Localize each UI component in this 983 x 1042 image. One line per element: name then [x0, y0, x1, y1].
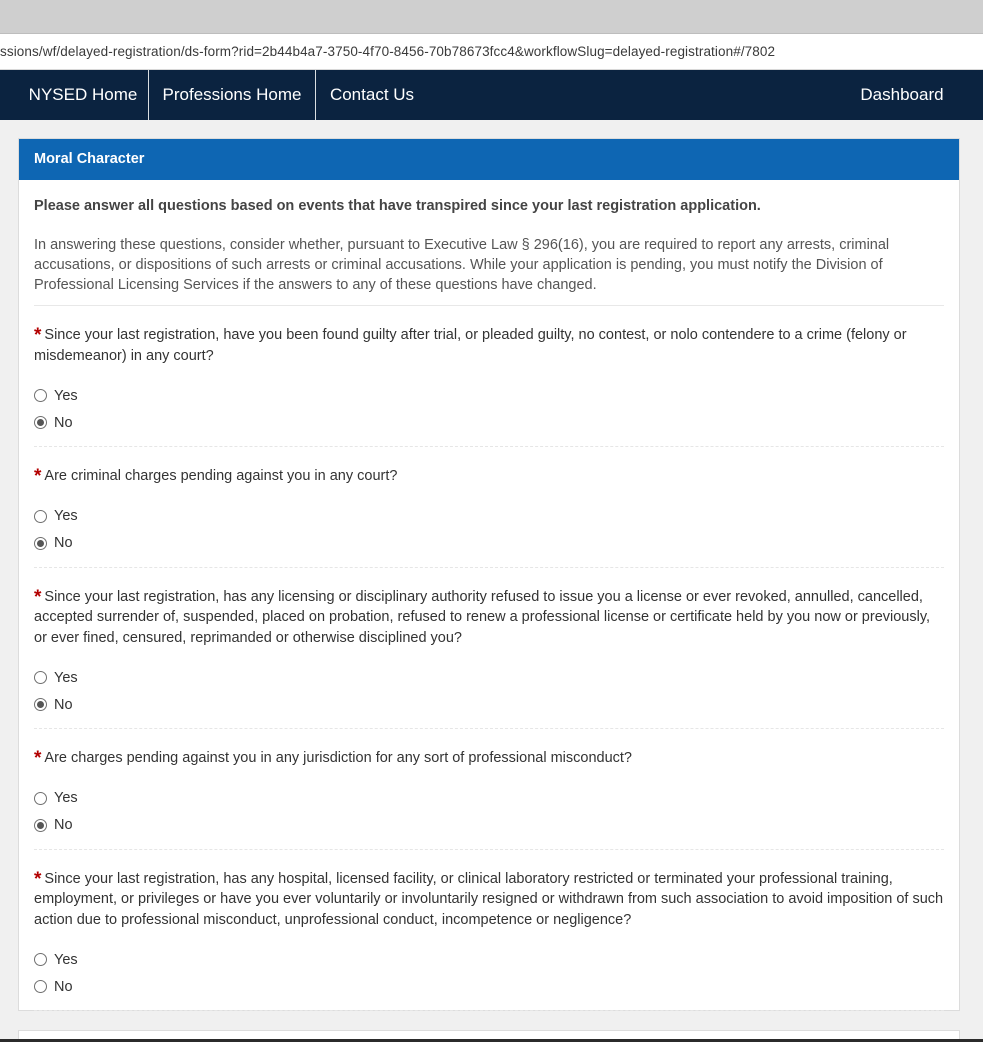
- question-text: [34, 869, 944, 931]
- radio-label-no[interactable]: No: [54, 535, 73, 551]
- answer-options: [34, 503, 944, 557]
- question-item: [34, 729, 944, 850]
- intro-instruction: Please answer all questions based on events that have transpired since your last registration application.: [34, 198, 761, 214]
- required-asterisk: *: [34, 325, 42, 346]
- answer-options: [34, 664, 944, 718]
- nav-dashboard-link[interactable]: Dashboard: [860, 85, 944, 104]
- answer-option-yes[interactable]: [34, 785, 944, 812]
- intro-description: In answering these questions, consider whether, pursuant to Executive Law § 296(16), you are required to report any arrests, criminal accusations, or dispositions of such arrests or criminal accusations. While your application is pending, you must notify the Division of Professional Licensing Services if the answers to any of these questions have changed.: [34, 235, 944, 306]
- answer-option-yes[interactable]: [34, 503, 944, 530]
- radio-no[interactable]: [34, 698, 47, 711]
- required-asterisk: *: [34, 748, 42, 769]
- radio-yes[interactable]: [34, 389, 47, 402]
- answer-options: [34, 785, 944, 839]
- radio-label-no[interactable]: No: [54, 414, 73, 431]
- radio-no[interactable]: [34, 416, 47, 429]
- top-navigation: [0, 70, 983, 120]
- radio-no[interactable]: [34, 980, 47, 993]
- question-label: Since your last registration, has any licensing or disciplinary authority refused to issue you a license or ever revoked, annulled, cancelled, accepted surrender of, suspended, placed on probation, refused to renew a professional license or certificate held by you now or previously, or ever fined, censured, reprimanded or otherwise disciplined you?: [34, 588, 931, 646]
- radio-yes[interactable]: [34, 671, 47, 684]
- answer-option-no[interactable]: [34, 973, 944, 1000]
- question-label: Are charges pending against you in any jurisdiction for any sort of professional misconduct?: [44, 750, 632, 766]
- radio-label-yes[interactable]: Yes: [54, 951, 78, 968]
- panel-title: Moral Character: [19, 139, 959, 180]
- radio-label-no[interactable]: No: [54, 817, 73, 833]
- question-text: [34, 587, 944, 649]
- question-label: Are criminal charges pending against you in any court?: [44, 468, 398, 484]
- radio-label-no[interactable]: No: [54, 978, 73, 995]
- answer-options: [34, 382, 944, 436]
- question-label: Since your last registration, has any hospital, licensed facility, or clinical laboratory restricted or terminated your professional training, employment, or privileges or have you ever voluntarily or involuntarily resigned or withdrawn from such association to avoid imposition of such action due to professional misconduct, unprofessional conduct, incompetence or negligence?: [34, 870, 944, 928]
- answer-option-yes[interactable]: [34, 382, 944, 409]
- required-asterisk: *: [34, 466, 42, 487]
- question-item: [34, 850, 944, 1012]
- answer-option-no[interactable]: [34, 409, 944, 436]
- question-item: [34, 568, 944, 730]
- nav-professions-home-link[interactable]: Professions Home: [162, 85, 302, 104]
- question-item: [34, 447, 944, 568]
- radio-label-no[interactable]: No: [54, 696, 73, 713]
- answer-option-no[interactable]: [34, 812, 944, 839]
- panel-body: [19, 196, 959, 1011]
- moral-character-panel: [18, 138, 960, 1011]
- radio-yes[interactable]: [34, 510, 47, 523]
- radio-label-yes[interactable]: Yes: [54, 387, 78, 404]
- radio-yes[interactable]: [34, 792, 47, 805]
- required-asterisk: *: [34, 586, 42, 608]
- radio-label-yes[interactable]: Yes: [54, 790, 78, 806]
- answer-option-yes[interactable]: [34, 664, 944, 691]
- radio-label-yes[interactable]: Yes: [54, 669, 78, 686]
- question-text: [34, 748, 944, 769]
- question-text: [34, 325, 944, 366]
- question-text: [34, 466, 944, 487]
- question-list: [34, 306, 944, 1011]
- radio-no[interactable]: [34, 819, 47, 832]
- answer-option-no[interactable]: [34, 691, 944, 718]
- answer-option-yes[interactable]: [34, 946, 944, 973]
- required-asterisk: *: [34, 868, 42, 890]
- radio-no[interactable]: [34, 537, 47, 550]
- answer-options: [34, 946, 944, 1000]
- browser-tab-strip: [0, 0, 983, 33]
- address-bar[interactable]: [0, 33, 983, 70]
- radio-yes[interactable]: [34, 953, 47, 966]
- question-item: [34, 306, 944, 447]
- question-label: Since your last registration, have you been found guilty after trial, or pleaded guilty, no contest, or nolo contendere to a crime (felony or misdemeanor) in any court?: [34, 327, 907, 364]
- radio-label-yes[interactable]: Yes: [54, 508, 78, 524]
- nav-nysed-home-link[interactable]: NYSED Home: [28, 85, 138, 104]
- address-url[interactable]: ssions/wf/delayed-registration/ds-form?rid=2b44b4a7-3750-4f70-8456-70b78673fcc4&workflowSlug=delayed-registration#/7802: [0, 44, 776, 59]
- answer-option-no[interactable]: [34, 530, 944, 557]
- nav-contact-us-link[interactable]: Contact Us: [329, 85, 415, 104]
